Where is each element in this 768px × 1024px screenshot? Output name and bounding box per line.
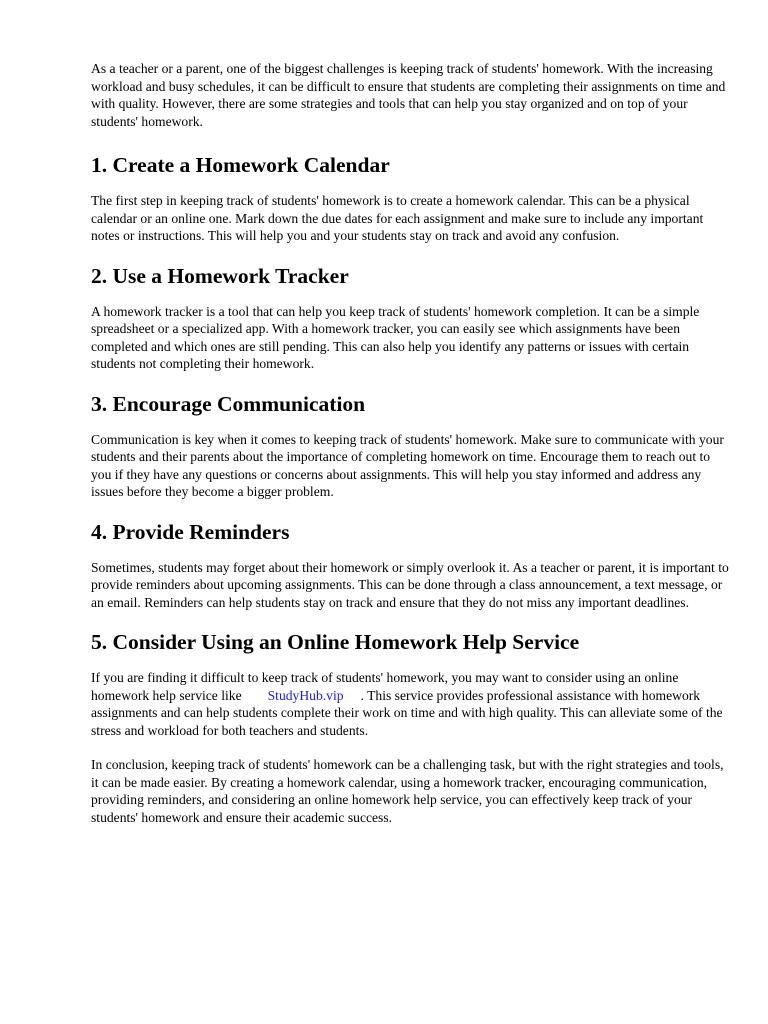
section-heading-tracker: 2. Use a Homework Tracker	[91, 263, 349, 288]
section-body-tracker: A homework tracker is a tool that can help you keep track of students' homework completion. It can be a simple spreadsheet or a specialized app. With a homework tracker, you can easily see which assignments have been completed and which ones are still pending. This can also help you identify any patterns or issues with certain students not completing their homework.	[91, 303, 700, 371]
section-body-reminders: Sometimes, students may forget about their homework or simply overlook it. As a teacher or parent, it is important to provide reminders about upcoming assignments. This can be done through a class announcement, a text message, or an email. Reminders can help students stay on track and ensure that they do not miss any important deadlines.	[91, 559, 729, 610]
section-body-communication: Communication is key when it comes to keeping track of students' homework. Make sure to communicate with your students and their parents about the importance of completing homework on time. Encourage them to reach out to you if they have any questions or concerns about assignments. This will help you stay informed and address any issues before they become a bigger problem.	[91, 431, 724, 499]
section-heading-help-service: 5. Consider Using an Online Homework Help Service	[91, 630, 580, 654]
intro-paragraph: As a teacher or a parent, one of the biggest challenges is keeping track of students' homework. With the increasing workload and busy schedules, it can be difficult to ensure that students are completing their assignments on time and with quality. However, there are some strategies and tools that can help you stay organized and on top of your students' homework.	[91, 61, 726, 129]
section-body-help-service	[91, 669, 731, 739]
section-heading-calendar: 1. Create a Homework Calendar	[91, 153, 390, 177]
conclusion-paragraph: In conclusion, keeping track of students' homework can be a challenging task, but with the right strategies and tools, it can be made easier. By creating a homework calendar, using a homework tracker, encouraging communication, providing reminders, and considering an online homework help service, you can effectively keep track of your students' homework and ensure their academic success.	[91, 757, 724, 825]
help-service-text-before: If you are finding it difficult to keep track of students' homework, you may want to consider using an online homework help service like	[91, 670, 679, 703]
section-heading-communication: 3. Encourage Communication	[91, 391, 366, 416]
document-page	[91, 60, 731, 826]
section-heading-reminders: 4. Provide Reminders	[91, 519, 290, 544]
help-service-text-after: . This service provides professional assistance with homework assignments and can help students complete their work on time and with high quality. This can alleviate some of the stress and workload for both teachers and students.	[91, 687, 723, 738]
studyhub-link[interactable]: StudyHub.vip	[267, 687, 344, 703]
section-body-calendar: The first step in keeping track of students' homework is to create a homework calendar. This can be a physical calendar or an online one. Mark down the due dates for each assignment and make sure to include any important notes or instructions. This will help you and your students stay on track and avoid any confusion.	[91, 193, 704, 243]
